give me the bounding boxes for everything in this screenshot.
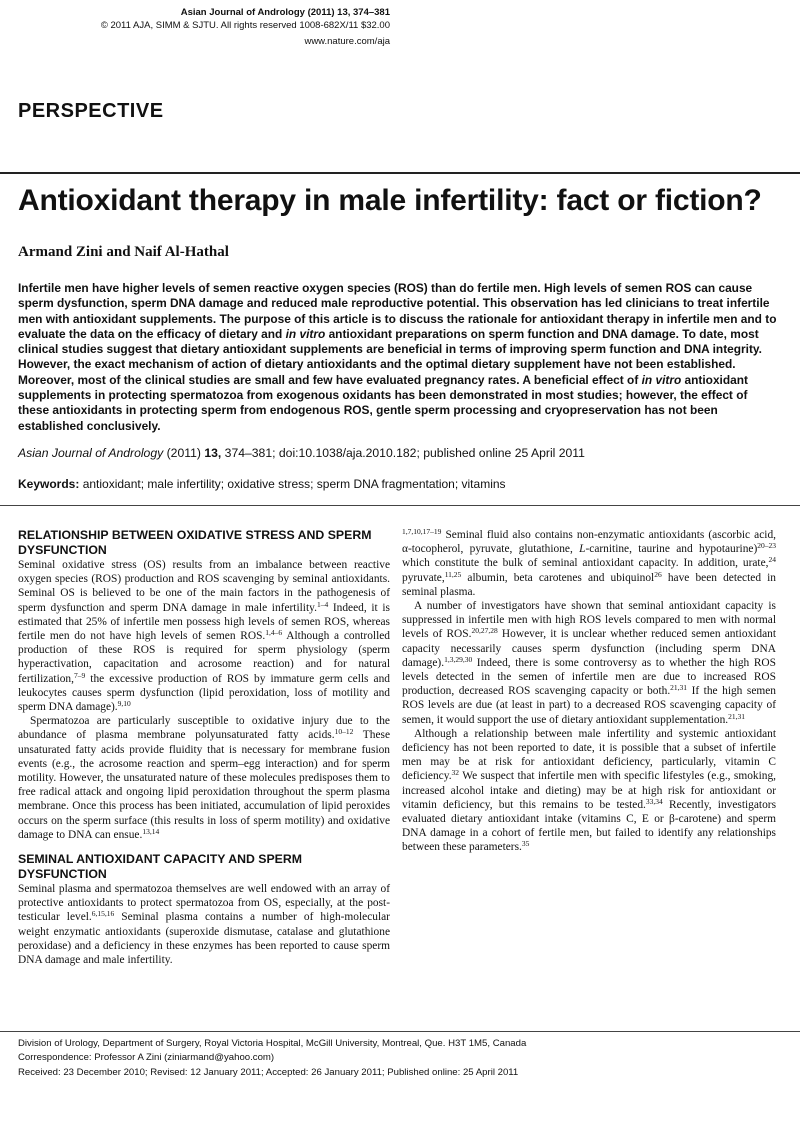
citation-journal: Asian Journal of Andrology xyxy=(18,446,164,460)
section-heading-oxidative-stress: RELATIONSHIP BETWEEN OXIDATIVE STRESS AND SPERM DYSFUNCTION xyxy=(18,528,372,557)
paragraph-text: Seminal oxidative stress (OS) results from an imbalance between reactive oxygen species (ROS) production and ROS scavenging by seminal antioxidants. Seminal OS is believed to be one of the main factors in the pathogenesis of sperm dysfunction and sperm DNA damage in male infertility. xyxy=(18,559,390,614)
abstract-italic: in vitro xyxy=(641,372,682,387)
body-column-right xyxy=(402,528,776,855)
reference-marker: 21,31 xyxy=(670,683,688,693)
keywords-text: antioxidant; male infertility; oxidative stress; sperm DNA fragmentation; vitamins xyxy=(79,477,506,491)
paragraph-text: albumin, beta carotenes and ubiquinol xyxy=(461,571,655,584)
reference-marker: 9,10 xyxy=(117,699,131,709)
reference-marker: 13,14 xyxy=(142,826,160,836)
abstract xyxy=(18,281,780,434)
abstract-text: antioxidant supplements in protecting spermatozoa from exogenous oxidants has been demonstrated in most studies; however, the effect of these antioxidants in protecting sperm from endogenous ROS, gentle sperm processing and cryopreservation has not been established conclusively. xyxy=(18,372,748,433)
title-divider xyxy=(0,172,800,174)
reference-marker: 20–23 xyxy=(757,541,776,551)
paragraph-text: Spermatozoa are particularly susceptible to oxidative injury due to the abundance of plasma membrane polyunsaturated fatty acids. xyxy=(18,715,390,742)
paragraph-text: Seminal plasma contains a number of high-molecular weight enzymatic antioxidants (superoxide dismutase, catalase and glutathione peroxidase) and a deficiency in these enzymes has been reported to cause sperm DNA damage and male infertility. xyxy=(18,911,390,967)
paragraph-text: have been detected in seminal plasma. xyxy=(402,571,776,598)
keywords xyxy=(18,477,780,491)
section-heading-antioxidant-capacity: SEMINAL ANTIOXIDANT CAPACITY AND SPERM DYSFUNCTION xyxy=(18,852,302,881)
section-label: PERSPECTIVE xyxy=(18,100,164,122)
keywords-label: Keywords: xyxy=(18,477,80,491)
reference-marker: 1,3,29,30 xyxy=(444,654,473,664)
reference-marker: 11,25 xyxy=(444,569,462,579)
reference-marker: 21,31 xyxy=(728,711,746,721)
paragraph-text: which constitute the bulk of seminal antioxidant capacity. In addition, urate, xyxy=(402,557,769,570)
paragraph-text: We suspect that infertile men with specific lifestyles (e.g., smoking, increased alcohol intake and dieting) may be at high risk for antioxidant or vitamin deficiency, but this remains to be tested. xyxy=(402,770,776,811)
paragraph-text: A number of investigators have shown that seminal antioxidant capacity is suppressed in infertile men with high ROS levels compared to men with normal levels of ROS. xyxy=(402,600,776,641)
reference-marker: 24 xyxy=(768,555,776,565)
article-title: Antioxidant therapy in male infertility: fact or fiction? xyxy=(18,184,762,217)
footer-divider xyxy=(0,1031,800,1032)
abstract-divider xyxy=(0,505,800,506)
reference-marker: 10–12 xyxy=(334,727,354,737)
paragraph-text: Indeed, it is estimated that 25% of infertile men possess high levels of semen ROS, whereas fertile men do not have high levels of semen ROS. xyxy=(18,601,390,643)
paragraph xyxy=(402,528,776,599)
paragraph-text: However, it is unclear whether reduced semen antioxidant capacity necessarily causes sperm dysfunction (including sperm DNA damage). xyxy=(402,628,776,669)
body-column-left xyxy=(18,528,390,967)
journal-header xyxy=(0,6,390,48)
authors: Armand Zini and Naif Al-Hathal xyxy=(18,244,229,260)
reference-marker: 32 xyxy=(451,768,460,778)
citation-doi: 374–381; doi:10.1038/aja.2010.182; published online 25 April 2011 xyxy=(221,446,585,460)
paragraph-text: -carnitine, taurine and hypotaurine) xyxy=(585,543,758,556)
paragraph xyxy=(402,727,776,855)
reference-marker: 6,15,16 xyxy=(91,909,115,919)
reference-marker: 20,27,28 xyxy=(471,626,498,636)
citation-line xyxy=(18,446,780,460)
paragraph-text: Although a relationship between male infertility and systemic antioxidant deficiency has not been reported to date, it is possible that a subset of infertile men may be at risk for antioxidant deficiency, particularly, vitamin C deficiency. xyxy=(402,727,776,783)
paragraph xyxy=(18,558,390,714)
dates-line: Received: 23 December 2010; Revised: 12 January 2011; Accepted: 26 January 2011; Published online: 25 April 2011 xyxy=(18,1066,519,1078)
paragraph-text: the excessive production of ROS by immature germ cells and leukocytes causes sperm dysfunction (lipid peroxidation, loss of motility and sperm DNA damage). xyxy=(18,672,390,714)
paragraph-text: Indeed, there is some controversy as to whether the high ROS levels detected in the semen of infertile men are due to increased ROS production, decreased ROS scavenging capacity or both. xyxy=(402,656,776,698)
paragraph-text: pyruvate, xyxy=(402,571,445,584)
paragraph-text: Recently, investigators evaluated dietary antioxidant intake (vitamins C, E or β-carotene) and sperm DNA damage in a cohort of fertile men, but failed to identify any relationships between these parameters. xyxy=(402,798,777,854)
paragraph xyxy=(18,714,390,842)
paragraph-text: Although a controlled production of these ROS is required for sperm physiology (sperm hyperactivation, capacitation and acrosome reaction) and for natural fertilization, xyxy=(18,630,390,685)
citation-year: (2011) xyxy=(163,446,205,460)
reference-marker: 7–9 xyxy=(73,670,86,680)
reference-marker: 1,4–6 xyxy=(265,628,283,638)
copyright-line: © 2011 AJA, SIMM & SJTU. All rights reserved 1008-682X/11 $32.00 xyxy=(100,20,390,31)
reference-marker: 26 xyxy=(654,569,662,579)
reference-marker: 1,7,10,17–19 xyxy=(402,527,442,536)
paragraph-text: Seminal plasma and spermatozoa themselves are well endowed with an array of protective antioxidants to protect spermatozoa from OS, especially, at the post-testicular level. xyxy=(18,883,390,924)
footer-affiliation xyxy=(18,1037,788,1080)
paragraph-text: If the high semen ROS levels are due (at least in part) to a decreased ROS scavenging capacity of semen, it would support the use of dietary antioxidant supplementation. xyxy=(402,685,776,726)
reference-marker: 1–4 xyxy=(316,599,329,609)
paragraph xyxy=(402,599,776,727)
abstract-text: antioxidant preparations on sperm function and DNA damage. To date, most clinical studies suggest that dietary antioxidant supplements are beneficial in terms of improving sperm function and DNA integrity. However, the exact mechanism of action of dietary antioxidants and the optimal dietary supplement have not been established. Moreover, most of the clinical studies are small and few have evaluated pregnancy rates. A beneficial effect of xyxy=(18,326,762,387)
reference-marker: 35 xyxy=(521,839,530,849)
correspondence-line: Correspondence: Professor A Zini (ziniarmand@yahoo.com) xyxy=(18,1052,275,1064)
abstract-italic: in vitro xyxy=(285,326,326,341)
journal-url[interactable]: www.nature.com/aja xyxy=(304,36,390,47)
reference-marker: 33,34 xyxy=(645,796,663,806)
paragraph-text: Seminal fluid also contains non-enzymatic antioxidants (ascorbic acid, α-tocopherol, pyruvate, glutathione, xyxy=(402,529,776,556)
paragraph-italic: L xyxy=(579,543,586,556)
paragraph-text: These unsaturated fatty acids provide fluidity that is necessary for membrane fusion events (e.g., the acrosome reaction and sperm–egg interaction) and for sperm motility. However, the unsaturated nature of these molecules predisposes them to free radical attack and ongoing lipid peroxidation throughout the sperm plasma membrane. Once this process has been initiated, accumulation of lipid peroxides occurs on the sperm surface (this results in loss of sperm motility) and oxidative damage to DNA can ensue. xyxy=(18,729,390,841)
journal-line: Asian Journal of Andrology (2011) 13, 374–381 xyxy=(180,7,390,18)
affiliation-line: Division of Urology, Department of Surgery, Royal Victoria Hospital, McGill University, Montreal, Que. H3T 1M5, Canada xyxy=(18,1038,527,1049)
citation-volume: 13, xyxy=(204,446,222,460)
abstract-text: Infertile men have higher levels of semen reactive oxygen species (ROS) than do fertile men. High levels of semen ROS can cause sperm dysfunction, sperm DNA damage and reduced male reproductive potential. This observation has led clinicians to treat infertile men with antioxidant supplements. The purpose of this article is to discuss the rationale for antioxidant therapy in infertile men and to evaluate the data on the efficacy of dietary and xyxy=(18,281,777,341)
paragraph xyxy=(18,882,390,967)
